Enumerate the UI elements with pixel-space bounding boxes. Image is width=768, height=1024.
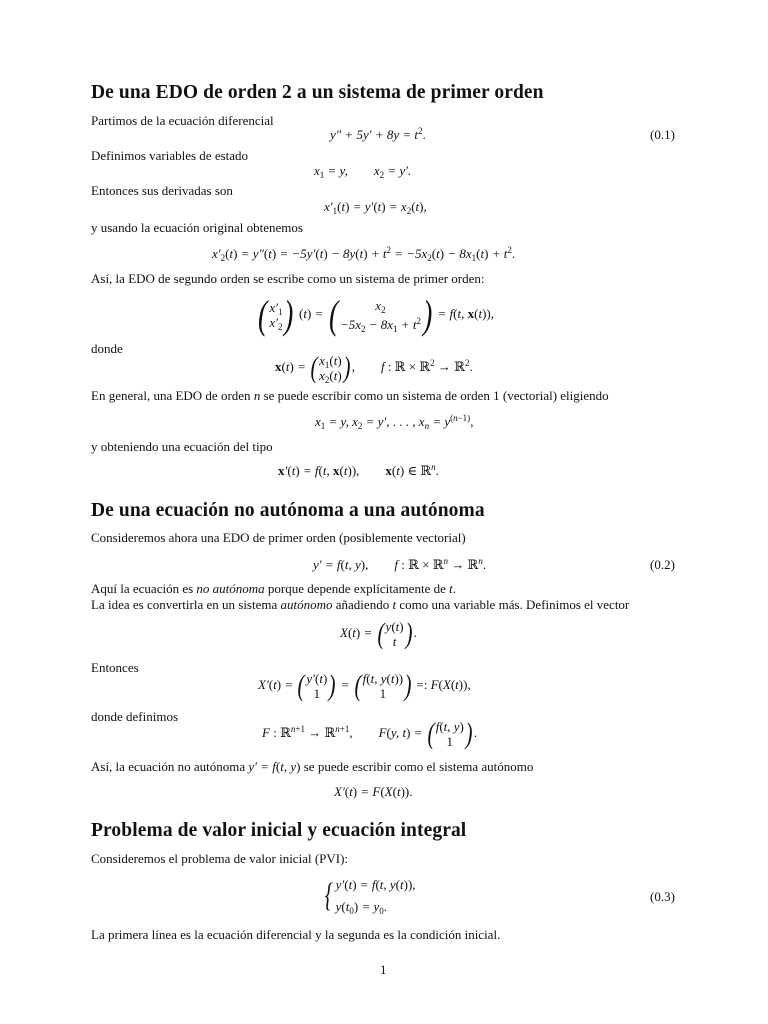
- equation-derivative-x1: $x'_1(t) = y'(t) = x_2(t)$,: [324, 199, 427, 216]
- paragraph-10: Aquí la ecuación es no autónoma porque depende explícitamente de t.: [91, 581, 456, 596]
- paragraph-6: donde: [91, 341, 123, 356]
- paragraph-11: La idea es convertirla en un sistema autónomo añadiendo t como una variable más. Definimos el vector: [91, 597, 630, 612]
- section-title-3: Problema de valor inicial y ecuación integral: [91, 820, 467, 841]
- equation-0-1: $y'' + 5y' + 8y = t^2$.: [330, 126, 426, 142]
- equation-derivative-x2: $x'_2(t) = y''(t) = -5y'(t) - 8y(t) + t^2 = -5x_2(t) - 8x_1(t) + t^2$.: [212, 245, 516, 263]
- paragraph-4: y usando la ecuación original obtenemos: [91, 220, 303, 235]
- equation-0-2: y′ = f(t, y), f : ℝ × ℝ$^n$ → ℝ$^n$.: [313, 556, 487, 572]
- equation-x-vector: x(t) = ( $x_1(t)$ $x_2(t)$ ) , f : ℝ × ℝ$^2$ → ℝ$^2$.: [275, 351, 473, 385]
- paragraph-15: Consideremos el problema de valor inicial (PVI):: [91, 851, 349, 866]
- section-title-1: De una EDO de orden 2 a un sistema de primer orden: [91, 82, 544, 103]
- paragraph-16: La primera línea es la ecuación diferencial y la segunda es la condición inicial.: [91, 927, 501, 942]
- paragraph-1: Partimos de la ecuación diferencial: [91, 113, 274, 128]
- section-title-2: De una ecuación no autónoma a una autónoma: [91, 500, 485, 521]
- paragraph-8: y obteniendo una ecuación del tipo: [91, 439, 273, 454]
- equation-X-vector: X(t) = ( y(t) t ) .: [340, 617, 417, 650]
- paragraph-5: Así, la EDO de segundo orden se escribe como un sistema de primer orden:: [91, 271, 485, 286]
- equation-vector-ode: x′(t) = f(t, x(t)), x(t) ∈ ℝ$^n$.: [278, 462, 439, 478]
- page-number: 1: [380, 962, 387, 977]
- paragraph-2: Definimos variables de estado: [91, 148, 249, 163]
- equation-X-derivative: X′(t) = ( y′(t) 1 ) = ( f(t, y(t)) 1 ) =: F(X(t)),: [258, 669, 471, 702]
- paragraph-14: Así, la ecuación no autónoma y′ = f(t, y) se puede escribir como el sistema autónomo: [91, 759, 534, 774]
- paragraph-13: donde definimos: [91, 709, 179, 724]
- paragraph-7: En general, una EDO de orden n se puede escribir como un sistema de orden 1 (vectorial) eligiendo: [91, 388, 609, 403]
- equation-number-0-3: (0.3): [650, 889, 675, 904]
- equation-0-3-pvi: { y′(t) = f(t, y(t)), $y(t_0) = y_0$.: [324, 877, 416, 916]
- equation-system-matrix: ( $x'_1$ $x'_2$ ) (t) = ( $x_2$ $-5x_2 - 8x_1 + t^2$ ) = f(t, x(t)),: [257, 292, 495, 337]
- equation-F-definition: F : ℝ$^{n+1}$ → ℝ$^{n+1}$, F(y, t) = ( f(t, y) 1 ) .: [262, 717, 478, 750]
- equation-general-variables: $x_1 = y$, $x_2 = y'$, . . . , $x_n = y^{(n-1)}$,: [315, 413, 474, 431]
- equation-state-variables: $x_1 = y$, $x_2 = y'$.: [314, 163, 412, 180]
- paragraph-3: Entonces sus derivadas son: [91, 183, 233, 198]
- equation-number-0-2: (0.2): [650, 557, 675, 572]
- equation-number-0-1: (0.1): [650, 127, 675, 142]
- paragraph-12: Entonces: [91, 660, 139, 675]
- equation-autonomous-system: X′(t) = F(X(t)).: [334, 784, 413, 799]
- paragraph-9: Consideremos ahora una EDO de primer orden (posiblemente vectorial): [91, 530, 466, 545]
